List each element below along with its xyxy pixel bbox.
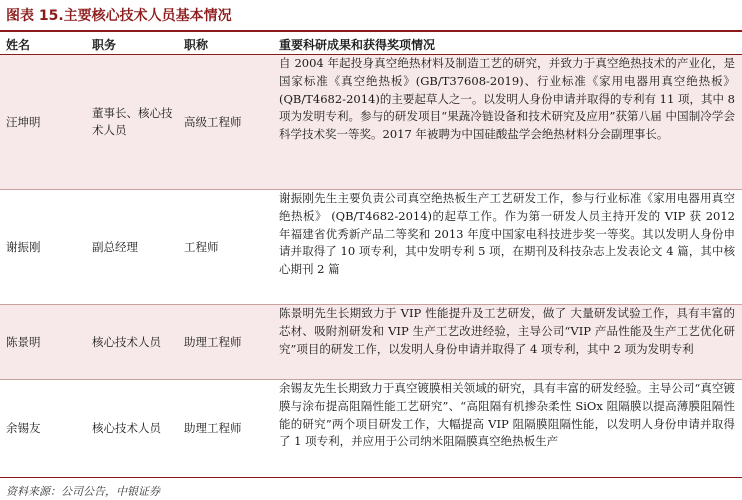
cell-name: 汪坤明: [6, 114, 41, 129]
table-title: 图表 15.主要核心技术人员基本情况: [6, 8, 232, 24]
top-rule: [0, 30, 742, 32]
cell-name: 陈景明: [6, 334, 41, 349]
header-achievements: 重要科研成果和获得奖项情况: [279, 38, 436, 52]
table-row: [0, 190, 742, 304]
cell-job-title: 工程师: [184, 239, 219, 254]
cell-name: 余锡友: [6, 421, 41, 435]
cell-position: 董事长、核心技术人员: [92, 106, 173, 137]
table-header: [0, 33, 742, 53]
cell-position: 核心技术人员: [92, 421, 161, 435]
table-row: [0, 55, 742, 189]
cell-achievements: 自 2004 年起投身真空绝热材料及制造工艺的研究，并致力于真空绝热技术的产业化，是国家标准《真空绝热板》(GB/T37608-2019)、行业标准《家用电器用真空绝热板》(QB/T4682-2014)的主要起草人之一。以发明人身份申请并取得的专利有 11 项，其中 8 项为发明专利。参与的研发项目“果蔬冷链设备和技术研究及应用”获第八届 中国制冷学会科学技术奖一等奖。2017 年被聘为中国硅酸盐学会绝热材料分会副理事长。: [279, 56, 735, 142]
cell-job-title: 助理工程师: [184, 334, 242, 349]
cell-position: 核心技术人员: [92, 334, 161, 349]
bottom-rule: [0, 477, 742, 478]
cell-job-title: 高级工程师: [184, 114, 242, 129]
header-name: 姓名: [6, 38, 31, 52]
header-job-title: 职称: [184, 38, 209, 52]
source-note: 资料来源：公司公告，中银证券: [6, 485, 160, 498]
cell-achievements: 陈景明先生长期致力于 VIP 性能提升及工艺研发，做了 大量研发试验工作，具有丰富的芯材、吸附剂研发和 VIP 生产工艺改进经验，主导公司“VIP 产品性能及生产工艺优化研究”项目的研发工作，以发明人身份申请并取得了 4 项专利，其中 2 项为发明专利: [279, 306, 735, 356]
cell-achievements: 谢振刚先生主要负责公司真空绝热板生产工艺研发工作，参与行业标准《家用电器用真空绝热板》 (QB/T4682-2014)的起草工作。作为第一研发人员主持开发的 VIP 获 2012 年福建省优秀新产品二等奖和 2013 年度中国家电科技进步奖一等奖。其以发明人身份申请并取得了 10 项专利，其中发明专利 5 项，在期刊及科技杂志上发表论文 4 篇，其中核心期刊 2 篇: [279, 191, 735, 277]
table-row: [0, 380, 742, 477]
cell-position: 副总经理: [92, 239, 138, 254]
header-position: 职务: [92, 38, 117, 52]
cell-achievements: 余锡友先生长期致力于真空镀膜相关领域的研究，具有丰富的研发经验。主导公司“真空镀膜与涂布提高阻隔性能工艺研究”、“高阻隔有机掺杂柔性 SiOx 阻隔膜以提高薄膜阻隔性能的研究”两个项目研发工作，大幅提高 VIP 阻隔膜阻隔性能，以发明人身份申请并取得了 1 项专利，并应用于公司纳米阻隔膜真空绝热板生产: [279, 381, 735, 449]
cell-job-title: 助理工程师: [184, 421, 242, 435]
table-row: [0, 305, 742, 379]
cell-name: 谢振刚: [6, 239, 41, 254]
